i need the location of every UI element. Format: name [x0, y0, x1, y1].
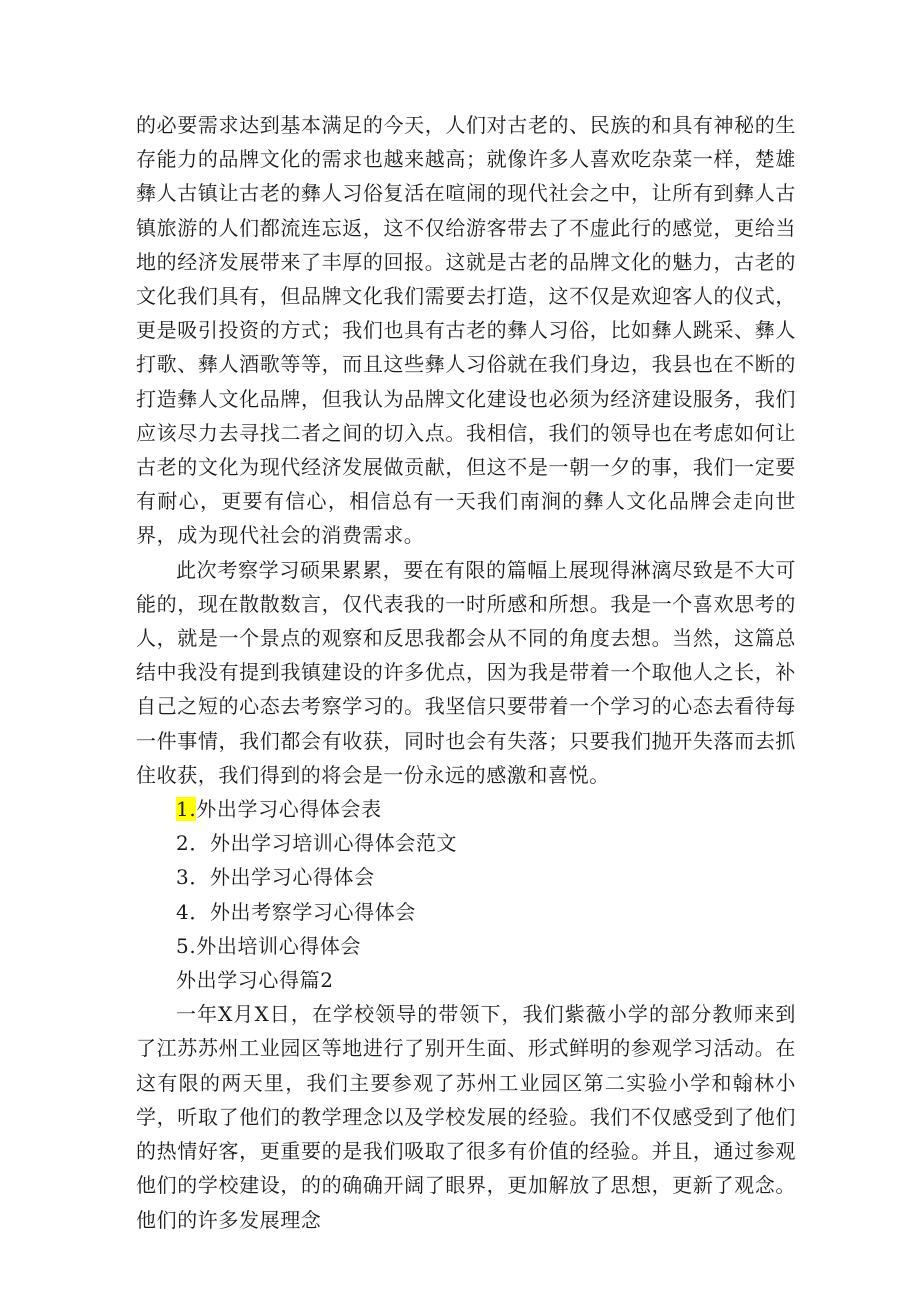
list-number: 3．	[176, 865, 210, 890]
list-number: 4．	[176, 899, 210, 924]
list-item-label: 外出考察学习心得体会	[209, 899, 416, 924]
related-article-item[interactable]	[136, 826, 796, 860]
list-item-label: 外出学习心得体会	[209, 865, 375, 890]
list-number: 2．	[176, 831, 210, 856]
body-paragraph: 此次考察学习硕果累累，要在有限的篇幅上展现得淋漓尽致是不大可能的，现在散散数言，仅代表我的一时所感和所想。我是一个喜欢思考的人，就是一个景点的观察和反思我都会从不同的角度去想。当然，这篇总结中我没有提到我镇建设的许多优点，因为我是带着一个取他人之长，补自己之短的心态去考察学习的。我坚信只要带着一个学习的心态去看待每一件事情，我们都会有收获，同时也会有失落；只要我们抛开失落而去抓住收获，我们得到的将会是一份永远的感激和喜悦。	[136, 557, 796, 787]
list-number-highlighted: 1.	[176, 797, 197, 822]
related-article-item[interactable]	[136, 860, 796, 894]
list-item-label: 外出培训心得体会	[196, 933, 362, 958]
list-item-label: 外出学习培训心得体会范文	[209, 831, 458, 856]
related-article-item[interactable]	[136, 895, 796, 929]
list-item-label: 外出学习心得体会表	[196, 797, 382, 822]
body-paragraph: 的必要需求达到基本满足的今天，人们对古老的、民族的和具有神秘的生存能力的品牌文化的需求也越来越高；就像许多人喜欢吃杂菜一样，楚雄彝人古镇让古老的彝人习俗复活在喧闹的现代社会之中，让所有到彝人古镇旅游的人们都流连忘返，这不仅给游客带去了不虚此行的感觉，更给当地的经济发展带来了丰厚的回报。这就是古老的品牌文化的魅力，古老的文化我们具有，但品牌文化我们需要去打造，这不仅是欢迎客人的仪式，更是吸引投资的方式；我们也具有古老的彝人习俗，比如彝人跳采、彝人打歌、彝人酒歌等等，而且这些彝人习俗就在我们身边，我县也在不断的打造彝人文化品牌，但我认为品牌文化建设也必须为经济建设服务，我们应该尽力去寻找二者之间的切入点。我相信，我们的领导也在考虑如何让古老的文化为现代经济发展做贡献，但这不是一朝一夕的事，我们一定要有耐心，更要有信心，相信总有一天我们南涧的彝人文化品牌会走向世界，成为现代社会的消费需求。	[136, 113, 796, 548]
body-paragraph: 一年X月X日，在学校领导的带领下，我们紫薇小学的部分教师来到了江苏苏州工业园区等地进行了别开生面、形式鲜明的参观学习活动。在这有限的两天里，我们主要参观了苏州工业园区第二实验小学和翰林小学，听取了他们的教学理念以及学校发展的经验。我们不仅感受到了他们的热情好客，更重要的是我们吸取了很多有价值的经验。并且，通过参观他们的学校建设，的的确确开阔了眼界，更加解放了思想，更新了观念。他们的许多发展理念	[136, 1002, 796, 1232]
list-number: 5.	[176, 933, 197, 958]
related-article-item[interactable]	[136, 792, 796, 826]
document-body	[136, 108, 796, 1237]
related-article-item[interactable]	[136, 929, 796, 963]
section-heading: 外出学习心得篇2	[176, 968, 334, 993]
